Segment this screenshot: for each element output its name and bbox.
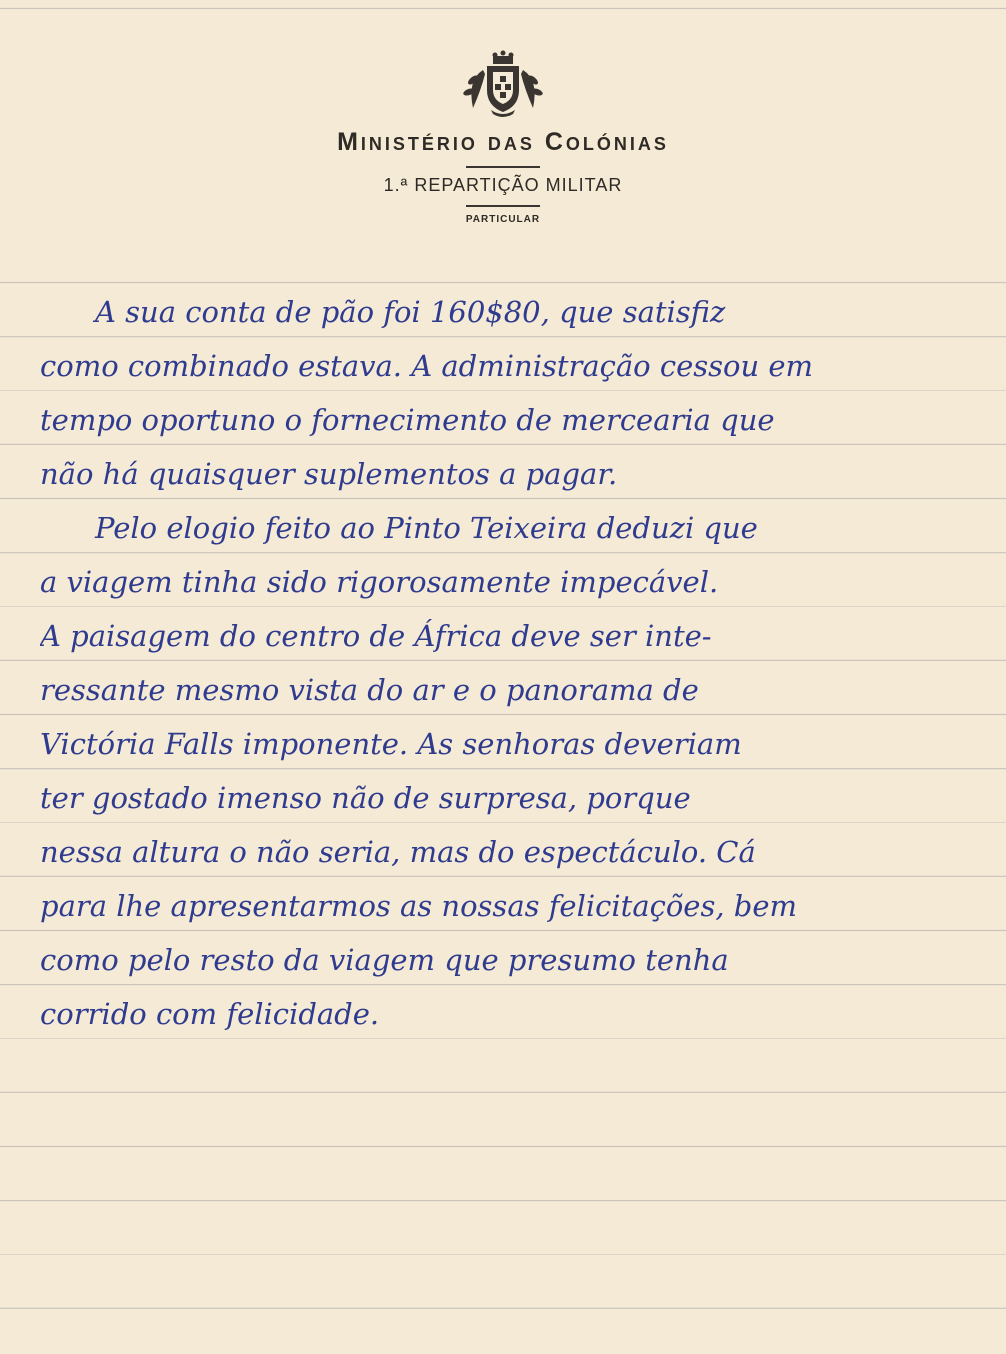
- letter-line: não há quaisquer suplementos a pagar.: [40, 457, 618, 491]
- letter-line: ter gostado imenso não de surpresa, porque: [40, 781, 691, 815]
- letter-line: tempo oportuno o fornecimento de mercearia que: [40, 403, 775, 437]
- letter-line: nessa altura o não seria, mas do espectáculo. Cá: [40, 835, 756, 869]
- header-rule: [466, 166, 540, 168]
- ministry-title: Ministério das Colónias: [337, 128, 669, 156]
- letter-line: para lhe apresentarmos as nossas felicitações, bem: [40, 889, 798, 923]
- header-rule: [466, 205, 540, 207]
- coat-of-arms-icon: [453, 50, 553, 120]
- letter-line: como combinado estava. A administração cessou em: [40, 349, 814, 383]
- letter-line: A paisagem do centro de África deve ser inte-: [40, 619, 712, 653]
- letter-line: A sua conta de pão foi 160$80, que satisfiz: [95, 295, 726, 329]
- letter-line: Pelo elogio feito ao Pinto Teixeira deduzi que: [95, 511, 758, 545]
- classification-label: PARTICULAR: [465, 214, 541, 225]
- letter-line: ressante mesmo vista do ar e o panorama de: [40, 673, 699, 707]
- department-title: 1.ª REPARTIÇÃO MILITAR: [383, 175, 623, 195]
- letter-line: a viagem tinha sido rigorosamente impecável.: [40, 565, 719, 599]
- letter-line: corrido com felicidade.: [40, 997, 380, 1031]
- letterhead: [0, 50, 1006, 235]
- letter-line: como pelo resto da viagem que presumo tenha: [40, 943, 729, 977]
- handwritten-letter-body: [40, 292, 990, 1048]
- letter-line: Victória Falls imponente. As senhoras deveriam: [40, 727, 742, 761]
